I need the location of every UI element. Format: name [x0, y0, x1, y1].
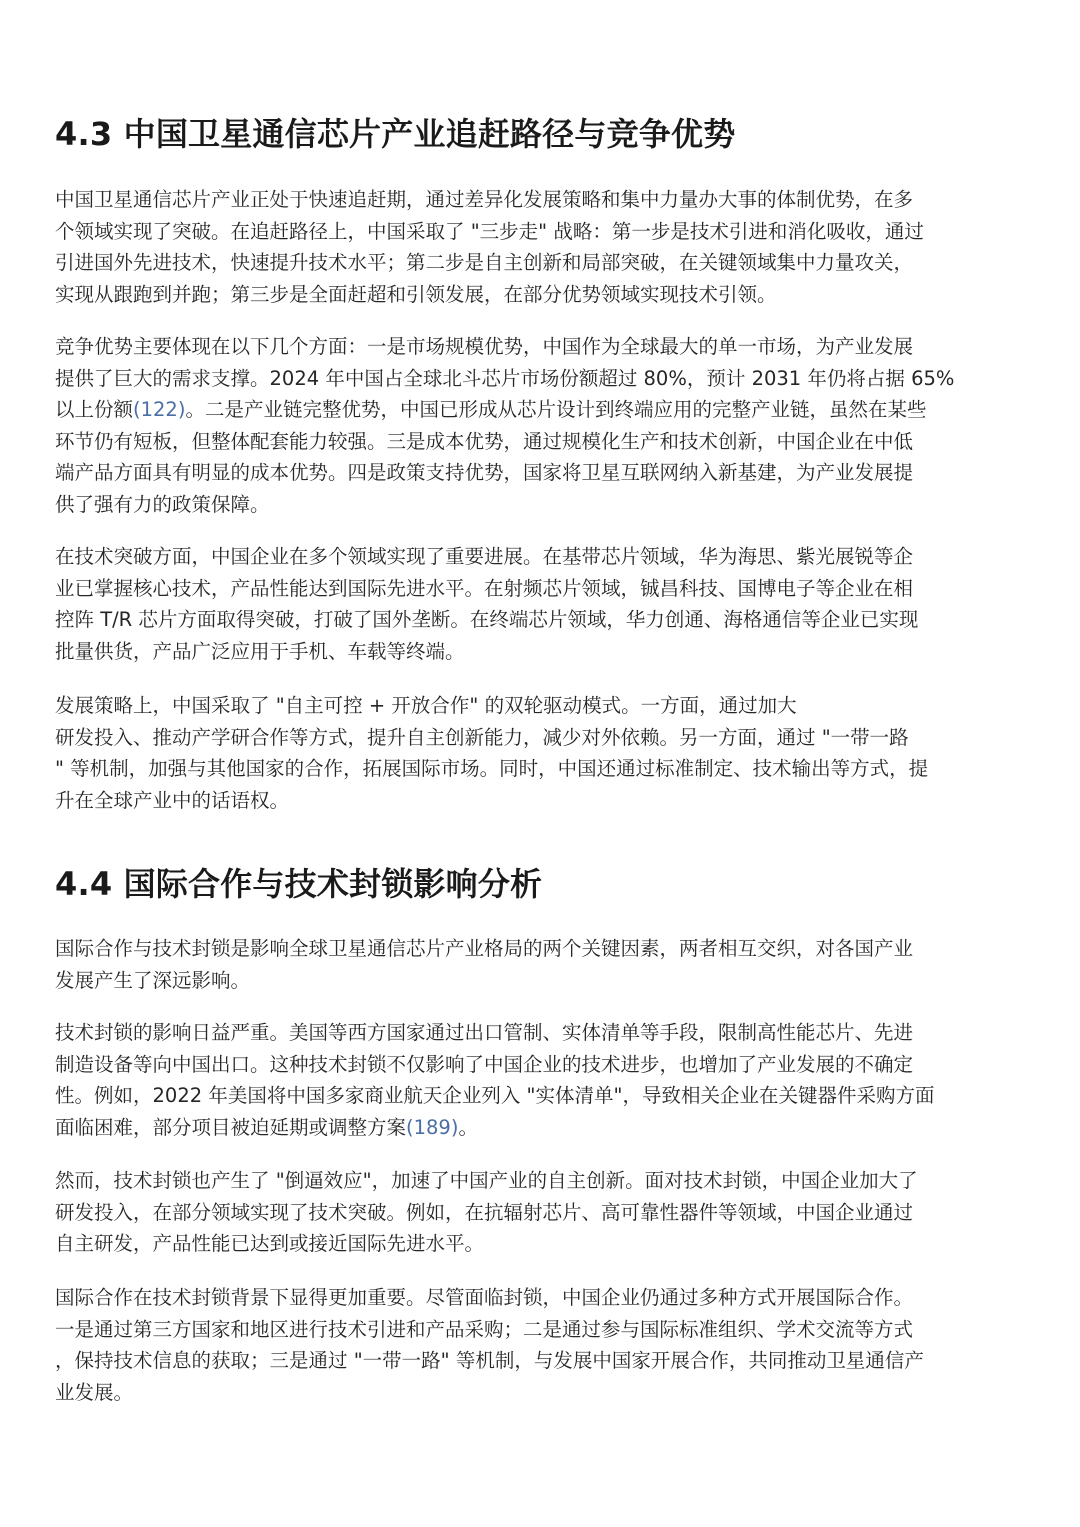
text-line: 发展产生了深远影响。: [55, 968, 251, 992]
text-line: 端产品方面具有明显的成本优势。四是政策支持优势，国家将卫星互联网纳入新基建，为产业发展提: [55, 461, 914, 484]
text-line: 业发展。: [55, 1380, 134, 1404]
text-line: 实现从跟跑到并跑；第三步是全面赶超和引领发展，在部分优势领域实现技术引领。: [55, 282, 777, 306]
text-line: 中国卫星通信芯片产业正处于快速追赶期，通过差异化发展策略和集中力量办大事的体制优势，在多: [55, 188, 914, 211]
text-line: 一是通过第三方国家和地区进行技术引进和产品采购；二是通过参与国际标准组织、学术交流等方式: [55, 1317, 914, 1341]
text-line: 国际合作在技术封锁背景下显得更加重要。尽管面临封锁，中国企业仍通过多种方式开展国际合作。: [55, 1286, 914, 1309]
text-line: 研发投入，在部分领域实现了技术突破。例如，在抗辐射芯片、高可靠性器件等领域，中国企业通过: [55, 1200, 914, 1224]
sec44-paragraph-3: [55, 1165, 1030, 1260]
text-segment: 。: [458, 1115, 478, 1139]
text-line: ，保持技术信息的获取；三是通过 "一带一路" 等机制，与发展中国家开展合作，共同推动卫星通信产: [55, 1349, 924, 1372]
text-line: 然而，技术封锁也产生了 "倒逼效应"，加速了中国产业的自主创新。面对技术封锁，中国企业加大了: [55, 1169, 918, 1192]
text-line: 个领域实现了突破。在追赶路径上，中国采取了 "三步走" 战略：第一步是技术引进和消化吸收，通过: [55, 219, 924, 243]
text-line: 控阵 T/R 芯片方面取得突破，打破了国外垄断。在终端芯片领域，华力创通、海格通信等企业已实现: [55, 608, 919, 631]
text-line-with-reference: [55, 394, 1030, 426]
text-line: 国际合作与技术封锁是影响全球卫星通信芯片产业格局的两个关键因素，两者相互交织，对各国产业: [55, 937, 914, 960]
text-line: 升在全球产业中的话语权。: [55, 788, 290, 812]
sec43-paragraph-4: [55, 690, 1030, 816]
sec44-paragraph-2: [55, 1017, 1030, 1143]
text-line: 业已掌握核心技术，产品性能达到国际先进水平。在射频芯片领域，铖昌科技、国博电子等企业在相: [55, 576, 914, 600]
text-line: 引进国外先进技术，快速提升技术水平；第二步是自主创新和局部突破，在关键领域集中力量攻关，: [55, 251, 914, 274]
text-line: 性。例如，2022 年美国将中国多家商业航天企业列入 "实体清单"，导致相关企业在关键器件采购方面: [55, 1084, 935, 1107]
reference-link-189[interactable]: (189): [406, 1115, 459, 1139]
text-line: 提供了巨大的需求支撑。2024 年中国占全球北斗芯片市场份额超过 80%，预计 2031 年仍将占据 65%: [55, 366, 955, 390]
text-segment: 面临困难，部分项目被迫延期或调整方案: [55, 1115, 407, 1139]
text-line: " 等机制，加强与其他国家的合作，拓展国际市场。同时，中国还通过标准制定、技术输出等方式，提: [55, 757, 929, 780]
text-line: 发展策略上，中国采取了 "自主可控 + 开放合作" 的双轮驱动模式。一方面，通过加大: [55, 694, 797, 717]
text-line: 在技术突破方面，中国企业在多个领域实现了重要进展。在基带芯片领域，华为海思、紫光展锐等企: [55, 545, 914, 568]
text-line: 竞争优势主要体现在以下几个方面：一是市场规模优势，中国作为全球最大的单一市场，为产业发展: [55, 335, 914, 358]
text-line: 自主研发，产品性能已达到或接近国际先进水平。: [55, 1232, 485, 1255]
text-line: 制造设备等向中国出口。这种技术封锁不仅影响了中国企业的技术进步，也增加了产业发展的不确定: [55, 1052, 914, 1076]
section-4-4-title: 4.4 国际合作与技术封锁影响分析: [55, 865, 543, 903]
text-line: 环节仍有短板，但整体配套能力较强。三是成本优势，通过规模化生产和技术创新，中国企业在中低: [55, 429, 914, 453]
text-line: 研发投入、推动产学研合作等方式，提升自主创新能力，减少对外依赖。另一方面，通过 "一带一路: [55, 725, 909, 749]
text-line: 供了强有力的政策保障。: [55, 492, 270, 516]
text-line: 技术封锁的影响日益严重。美国等西方国家通过出口管制、实体清单等手段，限制高性能芯片、先进: [55, 1021, 914, 1044]
text-segment: 以上份额: [55, 398, 134, 421]
sec43-paragraph-2: [55, 331, 1030, 520]
text-segment: 。二是产业链完整优势，中国已形成从芯片设计到终端应用的完整产业链，虽然在某些: [185, 398, 927, 421]
reference-link-122[interactable]: (122): [133, 398, 186, 421]
sec44-paragraph-4: [55, 1282, 1030, 1408]
sec43-paragraph-1: [55, 184, 1030, 310]
sec44-paragraph-1: [55, 933, 1030, 996]
text-line: 批量供货，产品广泛应用于手机、车载等终端。: [55, 639, 465, 663]
section-4-3-title: 4.3 中国卫星通信芯片产业追赶路径与竞争优势: [55, 115, 736, 153]
text-line-with-reference: [55, 1112, 1030, 1144]
sec43-paragraph-3: [55, 541, 1030, 667]
